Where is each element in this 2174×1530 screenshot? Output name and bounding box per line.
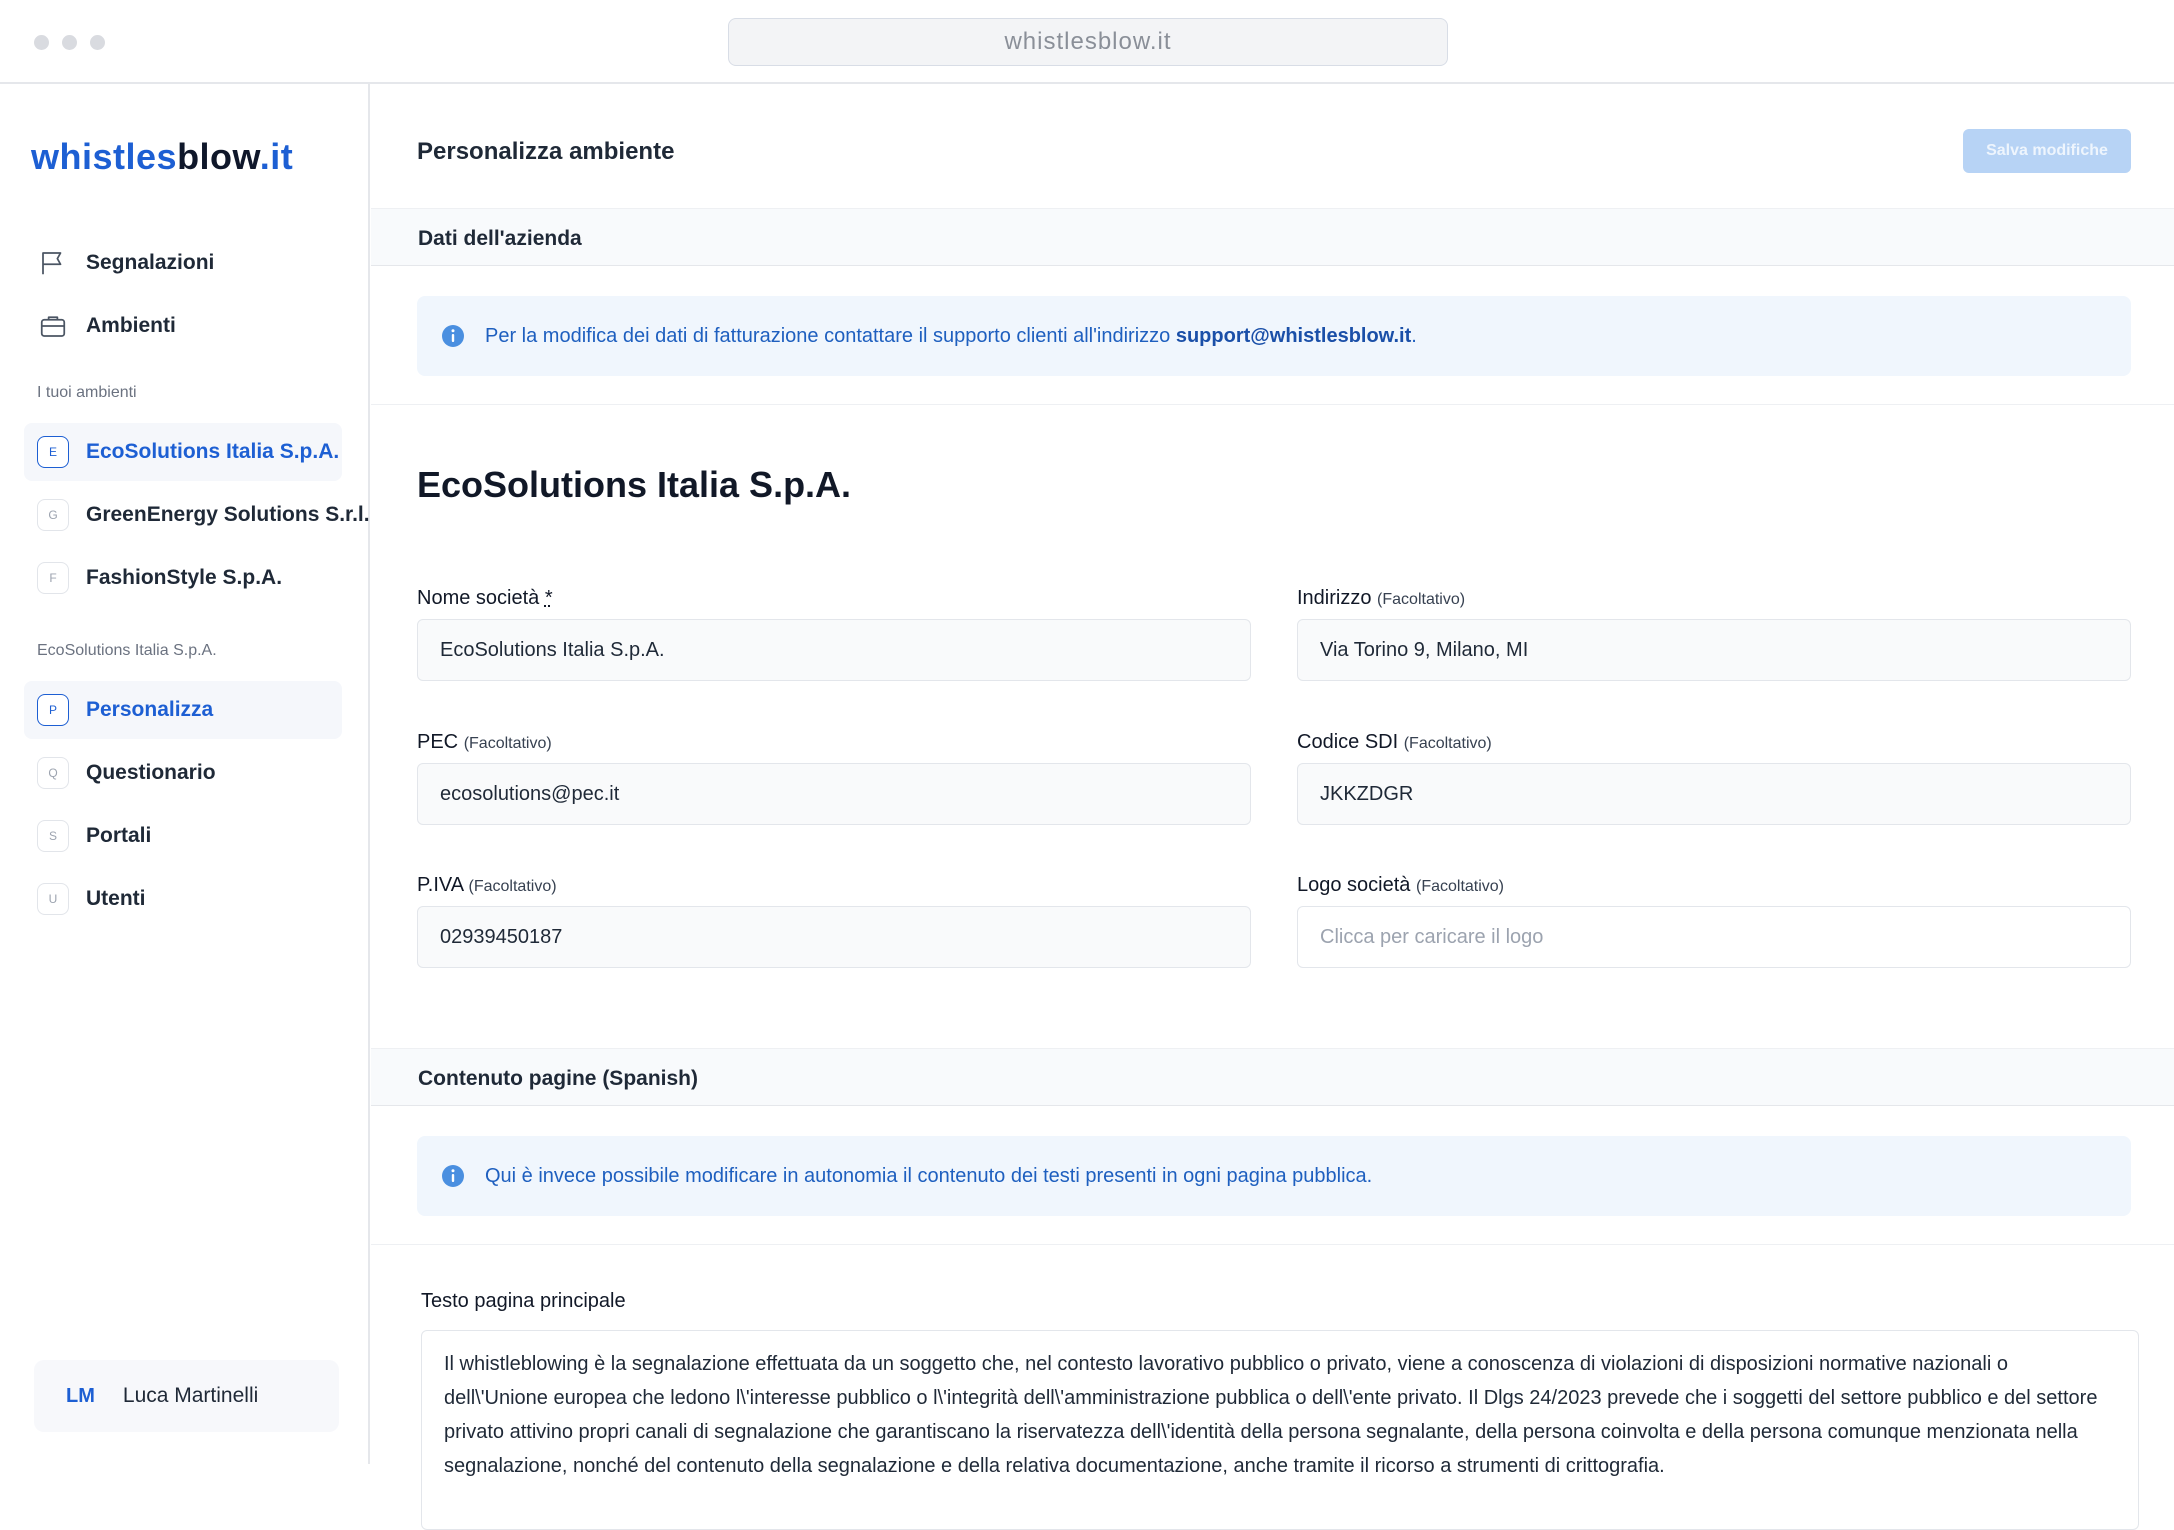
label-text: Codice SDI: [1297, 731, 1399, 753]
label-text: Logo società: [1297, 874, 1411, 896]
section-divider: [371, 1244, 2174, 1245]
label-text: Indirizzo: [1297, 587, 1372, 609]
menu-item-portali[interactable]: [24, 807, 342, 865]
env-letter-badge: F: [37, 562, 69, 594]
logo-part-1: whistles: [31, 136, 178, 177]
billing-info-box: [417, 296, 2131, 376]
brand-logo[interactable]: [31, 136, 293, 178]
menu-letter-badge: P: [37, 694, 69, 726]
company-section-header: [371, 208, 2174, 266]
sdi-input[interactable]: JKKZDGR: [1297, 763, 2131, 825]
address-input[interactable]: Via Torino 9, Milano, MI: [1297, 619, 2131, 681]
main-content: [371, 84, 2174, 1477]
piva-label: [417, 874, 557, 897]
env-label: GreenEnergy Solutions S.r.l.: [86, 503, 370, 526]
company-name-heading: EcoSolutions Italia S.p.A.: [417, 464, 852, 505]
info-icon: [441, 1164, 465, 1188]
env-item-ecosolutions[interactable]: [24, 423, 342, 481]
user-profile-card[interactable]: [34, 1360, 339, 1432]
address-label: [1297, 587, 1465, 610]
optional-tag: (Facoltativo): [468, 878, 557, 895]
nav-label: Ambienti: [86, 314, 176, 337]
optional-tag: (Facoltativo): [1415, 878, 1505, 895]
window-maximize-dot[interactable]: [90, 35, 105, 50]
logo-upload-input[interactable]: Clicca per caricare il logo: [1297, 906, 2131, 968]
menu-item-personalizza[interactable]: [24, 681, 342, 739]
env-letter-badge: E: [37, 436, 69, 468]
address-bar[interactable]: whistlesblow.it: [728, 18, 1448, 66]
nav-item-ambienti[interactable]: [24, 297, 342, 355]
billing-info-text: [485, 325, 1417, 348]
logo-part-2: blow: [177, 136, 260, 177]
user-name: Luca Martinelli: [122, 1384, 259, 1407]
env-item-fashionstyle[interactable]: [24, 549, 342, 607]
save-button[interactable]: Salva modifiche: [1963, 129, 2131, 173]
env-label: EcoSolutions Italia S.p.A.: [86, 440, 340, 463]
menu-label: Personalizza: [86, 698, 214, 721]
required-marker: *: [544, 587, 553, 609]
env-label: FashionStyle S.p.A.: [86, 566, 283, 589]
current-env-group-label: EcoSolutions Italia S.p.A.: [37, 642, 217, 659]
menu-letter-badge: Q: [37, 757, 69, 789]
info-message: Per la modifica dei dati di fatturazione contattare il supporto clienti all'indirizzo: [485, 324, 1176, 347]
content-info-box: [417, 1136, 2131, 1216]
section-title: Contenuto pagine (Spanish): [418, 1067, 698, 1090]
menu-letter-badge: S: [37, 820, 69, 852]
main-text-label: Testo pagina principale: [421, 1290, 626, 1312]
label-text: Nome società: [417, 587, 540, 609]
pec-label: [417, 731, 552, 754]
page-title: Personalizza ambiente: [417, 138, 675, 165]
window-minimize-dot[interactable]: [62, 35, 77, 50]
company-name-label: [417, 587, 553, 610]
optional-tag: (Facoltativo): [1377, 591, 1466, 608]
section-divider: [371, 404, 2174, 405]
env-item-greenenergy[interactable]: [24, 486, 370, 544]
main-text-textarea[interactable]: Il whistleblowing è la segnalazione effettuata da un soggetto che, nel contesto lavorativo pubblico o privato, viene a conoscenza di violazioni di disposizioni normative nazionali o dell\'Unione europea che ledono l\'interesse pubblico o l\'integrità dell\'amministrazione pubblica o dell\'ente privato. Il Dlgs 24/2023 prevede che i soggetti del settore pubblico e del settore privato attivino propri canali di segnalazione che garantiscano la riservatezza dell\'identità della persona segnalante, della persona coinvolta e della persona comunque menzionata nella segnalazione, nonché del contenuto della segnalazione e della relativa documentazione, anche tramite il ricorso a strumenti di crittografia.: [421, 1330, 2139, 1530]
sidebar: [0, 84, 370, 1464]
label-text: P.IVA: [417, 874, 463, 896]
info-suffix: .: [1411, 324, 1417, 347]
piva-input[interactable]: 02939450187: [417, 906, 1251, 968]
sdi-label: [1297, 731, 1492, 754]
label-text: PEC: [417, 731, 459, 753]
logo-part-3: .it: [259, 136, 294, 177]
support-email-link[interactable]: support@whistlesblow.it: [1175, 324, 1412, 347]
menu-label: Portali: [86, 824, 152, 847]
info-icon: [441, 324, 465, 348]
window-close-dot[interactable]: [34, 35, 49, 50]
company-name-input[interactable]: EcoSolutions Italia S.p.A.: [417, 619, 1251, 681]
content-section-header: [371, 1048, 2174, 1106]
briefcase-icon: [36, 309, 70, 343]
menu-label: Questionario: [86, 761, 216, 784]
section-title: Dati dell'azienda: [418, 227, 582, 250]
avatar: LM: [66, 1384, 95, 1407]
flag-icon: [36, 246, 70, 280]
environments-group-label: I tuoi ambienti: [37, 384, 137, 401]
content-info-text: Qui è invece possibile modificare in autonomia il contenuto dei testi presenti in ogni pagina pubblica.: [485, 1164, 1373, 1187]
nav-label: Segnalazioni: [86, 251, 215, 274]
menu-item-questionario[interactable]: [24, 744, 342, 802]
optional-tag: (Facoltativo): [463, 735, 552, 752]
env-letter-badge: G: [37, 499, 69, 531]
pec-input[interactable]: ecosolutions@pec.it: [417, 763, 1251, 825]
nav-item-segnalazioni[interactable]: [24, 234, 342, 292]
browser-chrome: [0, 0, 2174, 84]
menu-label: Utenti: [86, 887, 146, 910]
logo-label: [1297, 874, 1504, 897]
optional-tag: (Facoltativo): [1403, 735, 1492, 752]
menu-item-utenti[interactable]: [24, 870, 342, 928]
menu-letter-badge: U: [37, 883, 69, 915]
